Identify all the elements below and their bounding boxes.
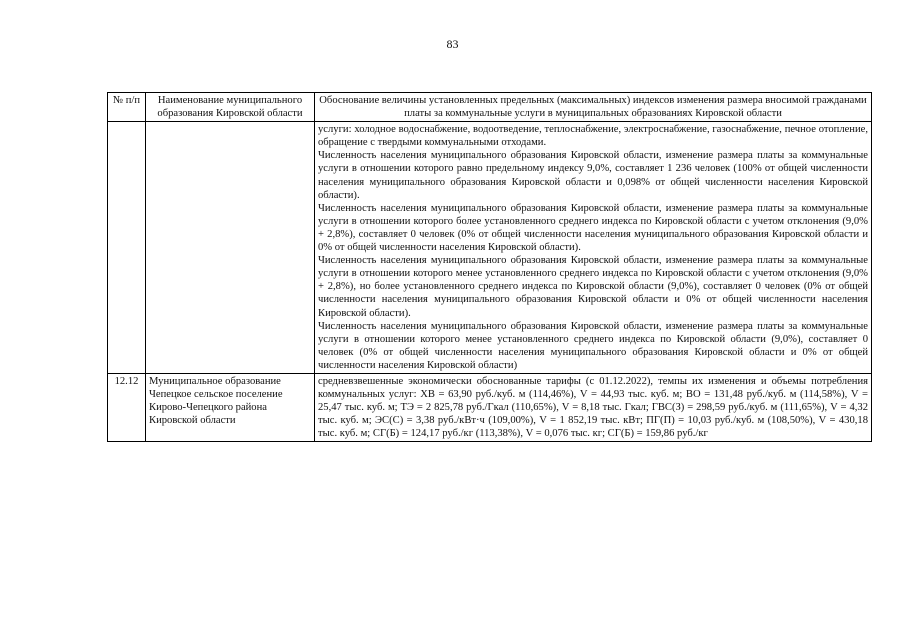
row-municipality	[146, 122, 315, 374]
row-basis	[315, 373, 872, 441]
table-row	[108, 373, 872, 441]
row-number	[108, 122, 146, 374]
table-row	[108, 122, 872, 374]
header-col-number: № п/п	[108, 93, 146, 122]
basis-paragraph: средневзвешенные экономически обоснованные тарифы (с 01.12.2022), темпы их изменения и объемы потребления коммунальных услуг: ХВ = 63,90 руб./куб. м (114,46%), V = 44,93 тыс. куб. м; ВО = 131,48 руб./куб. м (114,58%), V = 25,47 тыс. куб. м; ТЭ = 2 825,78 руб./Гкал (110,65%), V = 8,18 тыс. Гкал; ГВС(З) = 298,59 руб./куб. м (111,65%), V = 4,32 тыс. куб. м; ЭС(С) = 3,38 руб./кВт·ч (109,00%), V = 1 852,19 тыс. кВт; ПГ(П) = 10,03 руб./куб. м (108,50%), V = 430,18 тыс. куб. м; СГ(Б) = 124,17 руб./кг (113,38%), V = 0,076 тыс. кг; СГ(Б) = 159,86 руб./кг	[318, 375, 868, 440]
basis-paragraph: Численность населения муниципального образования Кировской области, изменение размера платы за коммунальные услуги в отношении которого менее установленного среднего индекса по Кировской области с учетом отклонения (9,0% + 2,8%), но более установленного среднего индекса по Кировской области (9,0%), составляет 0 человек (0% от общей численности населения муниципального образования Кировской области и 0% от общей численности населения Кировской области).	[318, 255, 868, 319]
row-number: 12.12	[108, 373, 146, 441]
basis-paragraph: Численность населения муниципального образования Кировской области, изменение размера платы за коммунальные услуги в отношении которого менее установленного среднего индекса по Кировской области (9,0%), составляет 0 человек (0% от общей численности населения муниципального образования Кировской области и 0% от общей численности населения Кировской области)	[318, 320, 868, 371]
basis-paragraph: услуги: холодное водоснабжение, водоотведение, теплоснабжение, электроснабжение, газоснабжение, печное отопление, обращение с твердыми коммунальными отходами.	[318, 124, 868, 149]
tariff-index-table	[107, 92, 872, 442]
header-col-basis: Обоснование величины установленных предельных (максимальных) индексов изменения размера вносимой гражданами платы за коммунальные услуги в муниципальных образованиях Кировской области	[315, 93, 872, 122]
page-number: 83	[446, 37, 459, 51]
row-basis	[315, 122, 872, 374]
header-col-municipality: Наименование муниципального образования Кировской области	[146, 93, 315, 122]
row-municipality: Муниципальное образование Чепецкое сельское поселение Кирово-Чепецкого района Кировской области	[146, 373, 315, 441]
table-header-row	[108, 93, 872, 122]
basis-paragraph: Численность населения муниципального образования Кировской области, изменение размера платы за коммунальные услуги в отношении которого равно предельному индексу 9,0%, составляет 1 236 человек (100% от общей численности населения муниципального образования Кировской области и 0,098% от общей численности населения Кировской области).	[318, 150, 868, 201]
basis-paragraph: Численность населения муниципального образования Кировской области, изменение размера платы за коммунальные услуги в отношении которого более установленного среднего индекса по Кировской области с учетом отклонения (9,0% + 2,8%), составляет 0 человек (0% от общей численности населения муниципального образования Кировской области и 0% от общей численности населения Кировской области).	[318, 202, 868, 254]
